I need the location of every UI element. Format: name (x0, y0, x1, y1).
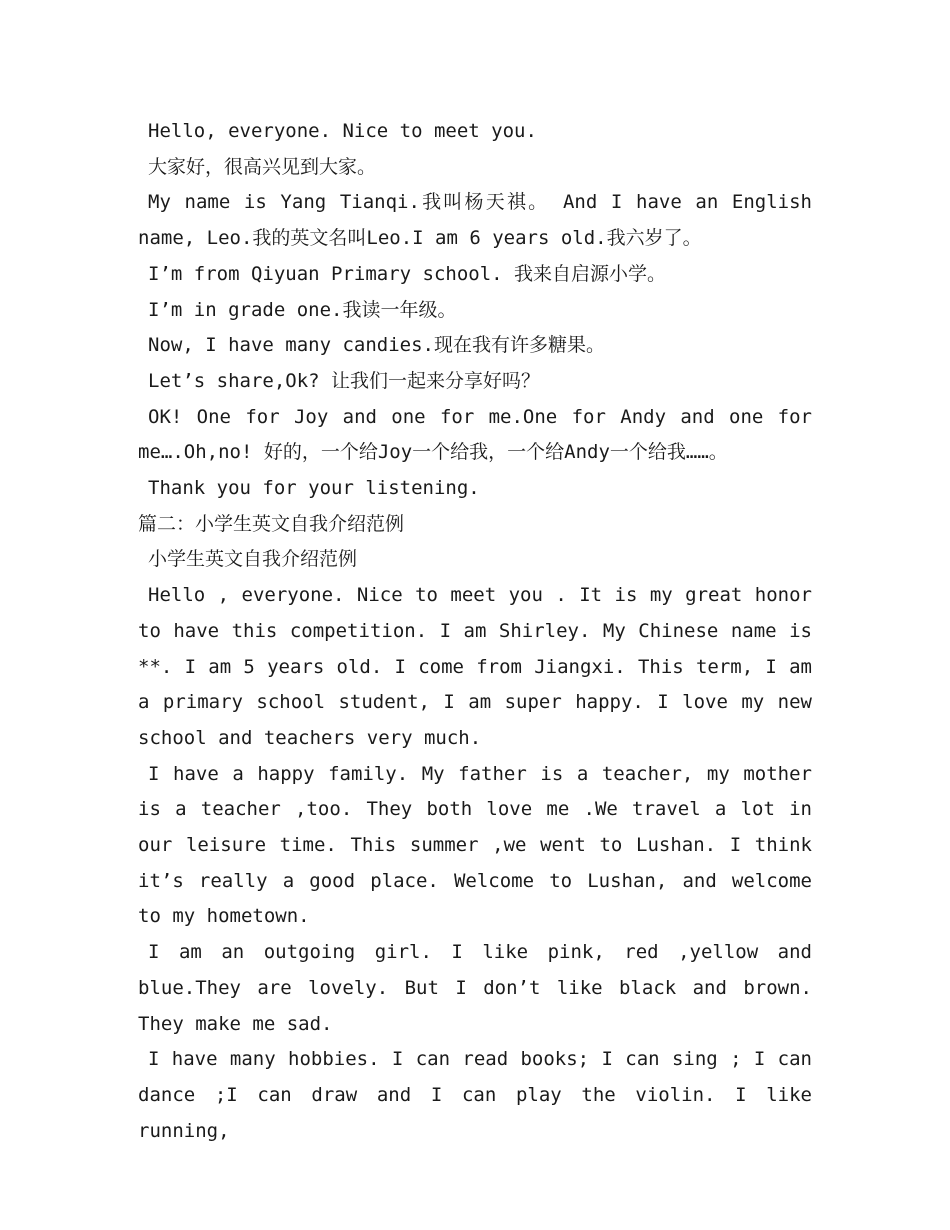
paragraph-share: Let’s share,Ok? 让我们一起来分享好吗？ (148, 369, 541, 392)
paragraph-school: I’m from Qiyuan Primary school. 我来自启源小学。 (148, 262, 667, 285)
paragraph-greeting: Hello, everyone. Nice to meet you. (148, 120, 537, 142)
paragraph-colors: I am an outgoing girl. I like pink, red ,yellow and blue.They are lovely. But I don’t like black and brown. They make me sad. (138, 941, 812, 1035)
section-subtitle: 小学生英文自我介绍范例 (148, 548, 358, 571)
paragraph-hobbies: I have many hobbies. I can read books; I can sing ; I can dance ;I can draw and I can play the violin. I like running, (138, 1048, 812, 1142)
document-body (138, 114, 812, 1149)
section-heading: 篇二：小学生英文自我介绍范例 (138, 512, 405, 535)
paragraph-family: I have a happy family. My father is a teacher, my mother is a teacher ,too. They both love me .We travel a lot in our leisure time. This summer ,we went to Lushan. I think it’s really a good place. Welcome to Lushan, and welcome to my hometown. (138, 762, 812, 928)
paragraph-ok: OK! One for Joy and one for me.One for Andy and one for me….Oh,no! 好的，一个给Joy一个给我，一个给Andy一个给我……。 (138, 405, 812, 464)
paragraph-candies: Now, I have many candies.现在我有许多糖果。 (148, 334, 605, 357)
paragraph-thanks: Thank you for your listening. (148, 477, 480, 500)
paragraph-intro: Hello , everyone. Nice to meet you . It is my great honor to have this competition. I am Shirley. My Chinese name is **. I am 5 years old. I come from Jiangxi. This term, I am a primary school student, I am super happy. I love my new school and teachers very much. (138, 584, 812, 749)
paragraph-greeting-chinese: 大家好，很高兴见到大家。 (148, 155, 377, 178)
paragraph-grade: I’m in grade one.我读一年级。 (148, 298, 457, 321)
paragraph-name: My name is Yang Tianqi.我叫杨天祺。 And I have an English name, Leo.我的英文名叫Leo.I am 6 years old.我六岁了。 (138, 191, 812, 250)
